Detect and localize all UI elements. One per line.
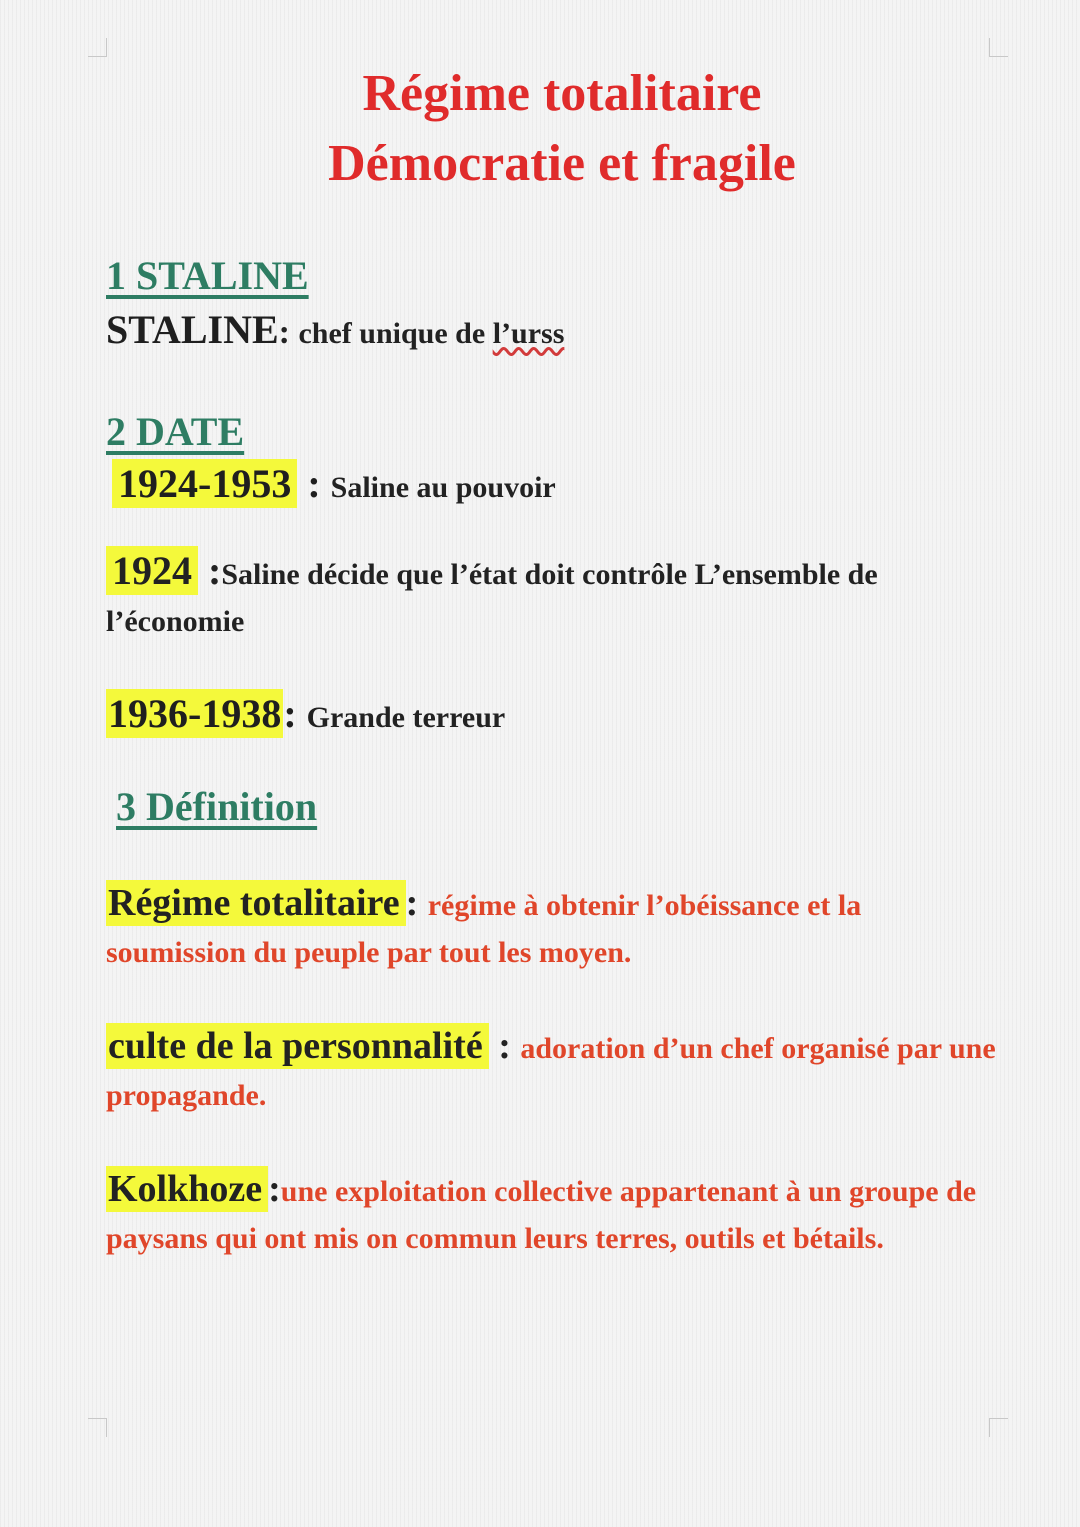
definition-text: une exploitation collective appartenant à un groupe de paysans qui ont mis on commun leurs terres, outils et bétails. (106, 1175, 977, 1255)
date-description: Saline décide que l’état doit contrôle L’ensemble de l’économie (106, 558, 878, 638)
date-description: Grande terreur (306, 701, 506, 734)
date-separator: : (297, 461, 331, 506)
date-highlight: 1924 (106, 546, 198, 595)
date-entry (106, 690, 505, 737)
date-highlight: 1924-1953 (112, 459, 297, 508)
definition-text: régime à obtenir l’obéissance et la soumission du peuple par tout les moyen. (106, 889, 862, 969)
definition-text: adoration d’un chef organisé par une propagande. (106, 1032, 996, 1112)
date-separator: : (283, 691, 307, 736)
definition-entry (106, 882, 986, 979)
definition-separator: : (405, 882, 428, 924)
spellcheck-underlined-word: l’urss (492, 317, 565, 350)
page-corner-mark (88, 38, 107, 57)
section-heading-staline: 1 STALINE (106, 253, 309, 298)
definition-term-highlight: culte de la personnalité (106, 1023, 489, 1069)
staline-definition-text: chef unique de (298, 317, 493, 350)
section-heading-date: 2 DATE (106, 409, 245, 454)
definition-separator: : (488, 1025, 521, 1067)
page-corner-mark (989, 1418, 1008, 1437)
document-title-line-2: Démocratie et fragile (328, 135, 796, 192)
staline-term: STALINE (106, 307, 279, 352)
definition-entry (106, 1025, 1006, 1122)
document-title-line-1: Régime totalitaire (362, 65, 762, 122)
date-description: Saline au pouvoir (330, 471, 556, 504)
definition-term-highlight: Kolkhoze (106, 1166, 268, 1212)
date-separator: : (198, 548, 222, 593)
section-heading-definition: 3 Définition (116, 784, 318, 829)
date-highlight: 1936-1938 (108, 691, 282, 736)
page-corner-mark (88, 1418, 107, 1437)
definition-entry (106, 1168, 986, 1265)
definition-separator: : (268, 1168, 281, 1210)
definition-term-highlight: Régime totalitaire (106, 880, 406, 926)
date-entry (106, 550, 986, 648)
staline-separator: : (278, 314, 299, 351)
staline-definition (106, 306, 564, 353)
page-corner-mark (989, 38, 1008, 57)
date-entry (112, 460, 556, 507)
